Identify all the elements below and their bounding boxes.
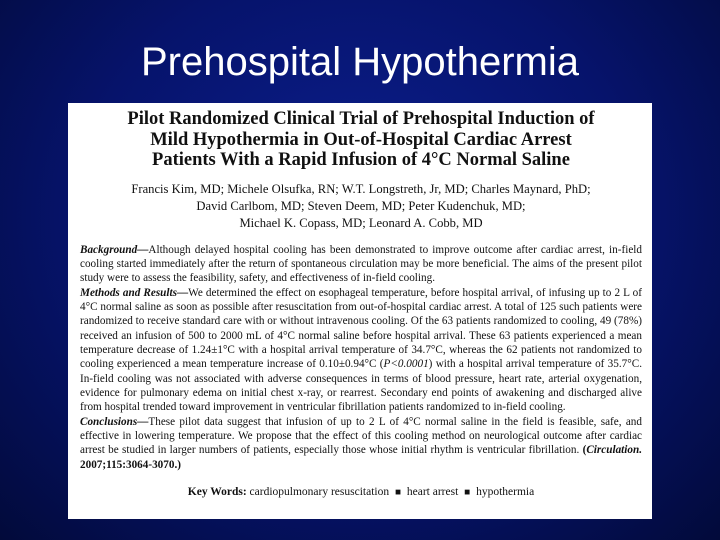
author-line: David Carlbom, MD; Steven Deem, MD; Peter Kudenchuk, MD; [196,198,526,213]
conclusions-paragraph: Conclusions—These pilot data suggest that infusion of up to 2 L of 4°C normal saline in the field is feasible, safe, and effective in lowering temperature. We propose that the effect of this cooling method on neurological outcome after cardiac arrest be studied in larger numbers of patients, especially those whose initial rhythm is ventricular fibrillation. (Circulation. 2007;115:3064-3070.) [80,415,642,471]
keyword-separator-icon: ■ [464,487,471,498]
paper-title-line: Patients With a Rapid Infusion of 4°C Normal Saline [152,150,570,170]
author-line: Francis Kim, MD; Michele Olsufka, RN; W.T. Longstreth, Jr, MD; Charles Maynard, PhD; [131,181,591,196]
methods-text-continued: ) with a hospital arrival temperature of 35.7°C. In-field cooling was not associated with adverse consequences in terms of blood pressure, heart rate, arterial oxygenation, evidence for pulmonary edema on initial chest x-ray, or rearrest. Secondary end points of awakening and discharged alive from hospital trended toward improvement in ventricular fibrillation patients randomized to in-field cooling. [80,358,642,414]
citation-journal: Circulation. [586,444,642,457]
conclusions-text: These pilot data suggest that infusion of up to 2 L of 4°C normal saline in the field is feasible, safe, and effective in lowering temperature. We propose that the effect of this cooling method on neurological outcome after cardiac arrest be studied in larger numbers of patients, especially those whose initial rhythm is ventricular fibrillation. [80,415,642,457]
background-text: Although delayed hospital cooling has been demonstrated to improve outcome after cardiac arrest, in-field cooling started immediately after the return of spontaneous circulation may be more beneficial. The aims of the present pilot study were to assess the feasibility, safety, and effectiveness of in-field cooling. [80,243,642,285]
keyword: heart arrest [406,486,459,498]
background-label: Background— [80,243,149,256]
paper-title-line: Mild Hypothermia in Out-of-Hospital Cardiac Arrest [150,129,572,150]
methods-p-value: P<0.0001 [383,358,429,371]
keyword-separator-icon: ■ [394,487,402,498]
paper-title-line: Pilot Randomized Clinical Trial of Prehospital Induction of [127,109,595,129]
keyword: cardiopulmonary resuscitation [249,486,390,498]
keyword: hypothermia [476,486,535,498]
background-paragraph [80,243,642,286]
author-list [80,181,642,232]
key-words [80,485,642,500]
conclusions-label: Conclusions— [80,415,149,428]
citation-details: 2007;115:3064-3070. [80,458,178,471]
methods-paragraph [80,286,642,415]
paper-abstract-image [68,103,652,519]
slide-title: Prehospital Hypothermia [141,40,579,84]
methods-text: We determined the effect on esophageal temperature, before hospital arrival, of infusing up to 2 L of 4°C normal saline as soon as possible after resuscitation from out-of-hospital cardiac arrest. A total of 125 such patients were randomized to receive standard care with or without intravenous cooling. Of the 63 patients randomized to cooling, 49 (78%) received an infusion of 500 to 2000 mL of 4°C normal saline before hospital arrival. These 63 patients experienced a mean temperature decrease of 1.24±1°C with a hospital arrival temperature of 34.7°C, whereas the 62 patients not randomized to cooling experienced a mean temperature increase of 0.10±0.94°C ( [80,286,642,371]
methods-label: Methods and Results— [80,286,189,299]
paper-title [80,109,642,171]
author-line: Michael K. Copass, MD; Leonard A. Cobb, MD [239,215,483,230]
key-words-label: Key Words: [187,486,247,498]
abstract-body [80,243,642,473]
